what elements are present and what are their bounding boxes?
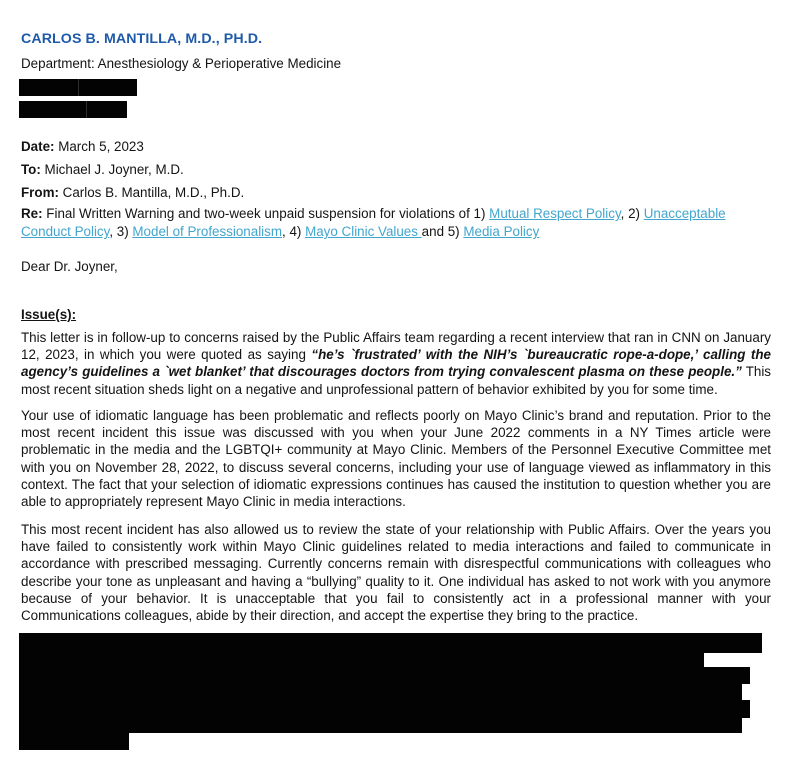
re-line xyxy=(21,205,758,242)
link-mutual-respect-policy[interactable]: Mutual Respect Policy xyxy=(489,206,621,221)
re-text: Final Written Warning and two-week unpaid suspension for violations of 1) xyxy=(42,206,490,221)
paragraph-text: This letter is in follow-up to concerns raised by the Public Affairs team regarding a recent interview that ran in CNN on January 12, 2023, in which you were quoted as saying xyxy=(21,330,771,363)
to-value: Michael J. Joyner, M.D. xyxy=(40,162,184,177)
redaction-block-row xyxy=(19,733,129,750)
re-label: Re: xyxy=(21,206,43,221)
redaction-block-row xyxy=(19,684,742,700)
paragraph-issue-1 xyxy=(21,329,771,398)
redaction-seam xyxy=(86,101,87,118)
redaction-block-row xyxy=(19,700,750,718)
link-mayo-clinic-values[interactable]: Mayo Clinic Values xyxy=(305,224,422,240)
re-text: , 3) xyxy=(109,224,133,240)
to-line xyxy=(21,161,184,178)
link-model-of-professionalism[interactable]: Model of Professionalism xyxy=(132,224,282,240)
paragraph-issue-2: Your use of idiomatic language has been problematic and reflects poorly on Mayo Clinic’s brand and reputation. Prior to the most recent incident this issue was discussed with you when your June 2022 comments in a NY Times article were problematic in the media and the LGBTQI+ community at Mayo Clinic. Members of the Personnel Executive Committee met with you on November 28, 2022, to discuss several concerns, including your use of language viewed as inflammatory in this context. The fact that your selection of idiomatic expressions continues has caused the institution to question whether you are able to appropriately represent Mayo Clinic in media interactions. xyxy=(21,408,771,510)
link-unacceptable-conduct-policy[interactable]: Unacceptable Conduct Policy xyxy=(21,206,726,240)
re-text: , 2) xyxy=(620,206,644,221)
redaction-bar xyxy=(19,101,127,118)
salutation: Dear Dr. Joyner, xyxy=(21,259,118,274)
redaction-bar xyxy=(19,79,137,96)
to-label: To: xyxy=(21,162,41,177)
quoted-statement: “he’s `frustrated’ with the NIH’s `bureaucratic rope-a-dope,’ calling the agency’s guidelines a `wet blanket’ that discourages doctors from trying convalescent plasma on these people.” xyxy=(21,347,771,380)
re-text: , 4) xyxy=(282,224,306,240)
from-line xyxy=(21,184,244,201)
redaction-seam xyxy=(78,79,79,96)
re-text: and 5) xyxy=(421,224,464,240)
date-line xyxy=(21,138,144,155)
from-label: From: xyxy=(21,185,59,200)
date-label: Date: xyxy=(21,139,55,154)
department-line: Department: Anesthesiology & Perioperative Medicine xyxy=(21,56,342,71)
paragraph-issue-3: This most recent incident has also allowed us to review the state of your relationship with Public Affairs. Over the years you have failed to consistently work within Mayo Clinic guidelines related to media interactions and failed to communicate in accordance with prescribed messaging. Currently concerns remain with disrespectful communications with colleagues who describe your tone as unpleasant and having a “bullying” quality to it. One individual has asked to not work with you anymore because of your behavior. It is unacceptable that you fail to consistently act in a professional manner with your Communications colleagues, abide by their direction, and accept the expertise they bring to the practice. xyxy=(21,522,771,624)
from-value: Carlos B. Mantilla, M.D., Ph.D. xyxy=(58,185,245,200)
redaction-block-row xyxy=(19,667,750,684)
author-name: CARLOS B. MANTILLA, M.D., PH.D. xyxy=(21,31,263,47)
paragraph-text: This most recent situation sheds light on a negative and unprofessional pattern of behavior exhibited by you for some time. xyxy=(21,364,771,397)
redaction-block-row xyxy=(19,633,762,653)
redaction-block-row xyxy=(19,653,704,667)
issues-heading: Issue(s): xyxy=(21,307,77,322)
link-media-policy[interactable]: Media Policy xyxy=(463,224,540,240)
date-value: March 5, 2023 xyxy=(54,139,144,154)
redaction-block-row xyxy=(19,718,742,733)
